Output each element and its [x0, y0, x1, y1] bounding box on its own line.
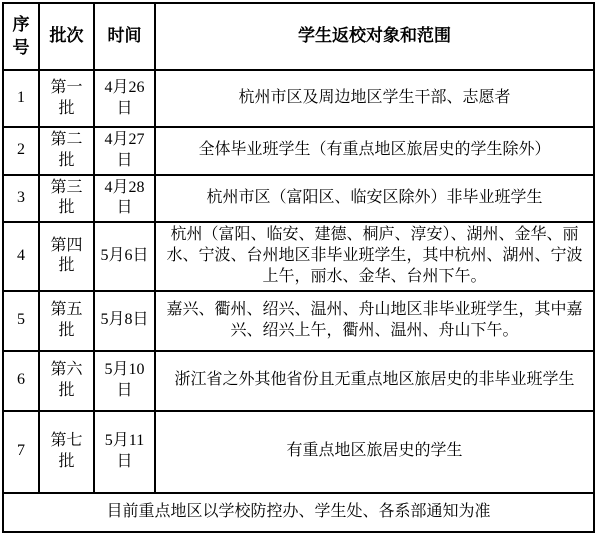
cell-time: 4月28日 [94, 175, 155, 223]
cell-batch: 第一批 [39, 70, 94, 127]
cell-no: 1 [3, 70, 39, 127]
header-cell-time: 时间 [94, 3, 155, 70]
table-row [3, 70, 594, 127]
cell-no: 5 [3, 291, 39, 351]
table-row [3, 222, 594, 290]
header-cell-scope: 学生返校对象和范围 [155, 3, 594, 70]
cell-no: 2 [3, 127, 39, 175]
cell-batch: 第三批 [39, 175, 94, 223]
table-row [3, 127, 594, 175]
cell-scope: 杭州（富阳、临安、建德、桐庐、淳安）、湖州、金华、丽水、宁波、台州地区非毕业班学生，其中杭州、湖州、宁波上午，丽水、金华、台州下午。 [155, 222, 594, 290]
cell-scope: 嘉兴、衢州、绍兴、温州、舟山地区非毕业班学生，其中嘉兴、绍兴上午，衢州、温州、舟山下午。 [155, 291, 594, 351]
table-row [3, 411, 594, 493]
header-cell-no: 序号 [3, 3, 39, 70]
cell-scope: 有重点地区旅居史的学生 [155, 411, 594, 493]
cell-time: 4月26日 [94, 70, 155, 127]
cell-time: 4月27日 [94, 127, 155, 175]
cell-scope: 杭州市区及周边地区学生干部、志愿者 [155, 70, 594, 127]
footer-note: 目前重点地区以学校防控办、学生处、各系部通知为准 [3, 493, 594, 532]
cell-scope: 杭州市区（富阳区、临安区除外）非毕业班学生 [155, 175, 594, 223]
cell-time: 5月10日 [94, 351, 155, 411]
cell-no: 7 [3, 411, 39, 493]
cell-time: 5月6日 [94, 222, 155, 290]
footer-row [3, 493, 594, 532]
cell-no: 4 [3, 222, 39, 290]
table-row [3, 351, 594, 411]
table-row [3, 175, 594, 223]
cell-batch: 第六批 [39, 351, 94, 411]
cell-scope: 全体毕业班学生（有重点地区旅居史的学生除外） [155, 127, 594, 175]
cell-no: 3 [3, 175, 39, 223]
cell-batch: 第七批 [39, 411, 94, 493]
cell-batch: 第二批 [39, 127, 94, 175]
header-row [3, 3, 594, 70]
cell-time: 5月11日 [94, 411, 155, 493]
header-cell-batch: 批次 [39, 3, 94, 70]
cell-batch: 第四批 [39, 222, 94, 290]
cell-batch: 第五批 [39, 291, 94, 351]
cell-no: 6 [3, 351, 39, 411]
cell-scope: 浙江省之外其他省份且无重点地区旅居史的非毕业班学生 [155, 351, 594, 411]
table-row [3, 291, 594, 351]
cell-time: 5月8日 [94, 291, 155, 351]
return-schedule-table [2, 2, 595, 533]
